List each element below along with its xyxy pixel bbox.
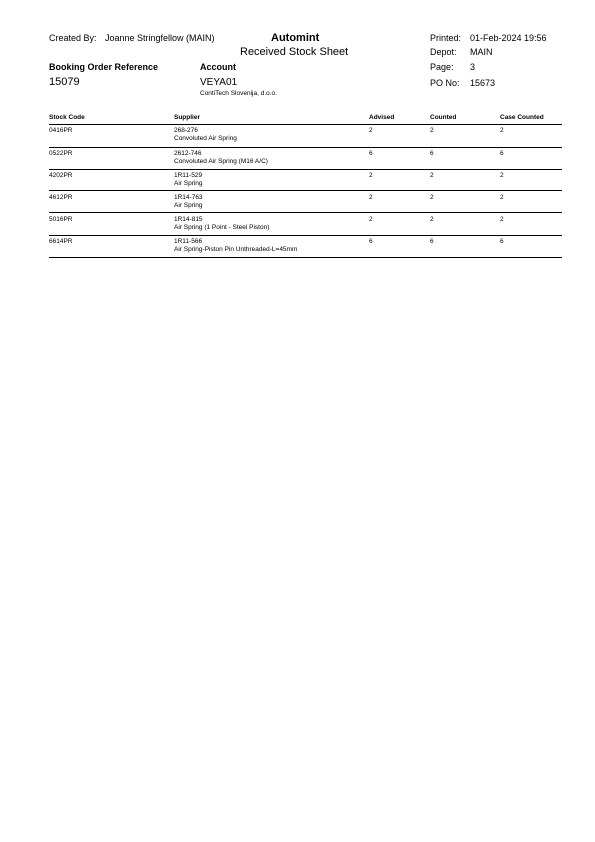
po-number: 15673: [470, 78, 496, 88]
case-counted-qty: 6: [500, 150, 504, 157]
case-counted-qty: 2: [500, 127, 504, 134]
report-title: Received Stock Sheet: [240, 46, 349, 58]
col-case-counted: Case Counted: [500, 114, 544, 121]
supplier-code: 1R11-566: [174, 238, 203, 245]
row-divider: [49, 257, 562, 258]
po-label: PO No:: [430, 78, 460, 88]
item-description: Convoluted Air Spring (M16 A/C): [174, 158, 268, 165]
stock-code: 4612PR: [49, 194, 73, 201]
case-counted-qty: 2: [500, 172, 504, 179]
advised-qty: 6: [369, 150, 373, 157]
supplier-code: 2612-746: [174, 150, 202, 157]
created-by-value: Joanne Stringfellow (MAIN): [105, 33, 215, 43]
booking-reference-value: 15079: [49, 76, 80, 88]
case-counted-qty: 2: [500, 216, 504, 223]
printed-label: Printed:: [430, 33, 462, 43]
row-divider: [49, 169, 562, 170]
stock-code: 0522PR: [49, 150, 73, 157]
account-code: VEYA01: [200, 77, 238, 88]
advised-qty: 2: [369, 127, 373, 134]
advised-qty: 2: [369, 194, 373, 201]
printed-value: 01-Feb-2024 19:56: [470, 33, 547, 43]
supplier-code: 1R11-529: [174, 172, 203, 179]
depot-value: MAIN: [470, 47, 493, 57]
counted-qty: 6: [430, 238, 434, 245]
row-divider: [49, 235, 562, 236]
supplier-code: 1R14-815: [174, 216, 203, 223]
item-description: Air Spring-Piston Pin Unthreaded-L=45mm: [174, 246, 298, 253]
advised-qty: 2: [369, 216, 373, 223]
row-divider: [49, 190, 562, 191]
col-supplier: Supplier: [174, 114, 201, 121]
stock-code: 4202PR: [49, 172, 73, 179]
col-counted: Counted: [430, 114, 457, 121]
case-counted-qty: 6: [500, 238, 504, 245]
supplier-code: 268-276: [174, 127, 198, 134]
page-label: Page:: [430, 62, 454, 72]
advised-qty: 6: [369, 238, 373, 245]
item-description: Air Spring (1 Point - Steel Piston): [174, 224, 270, 231]
supplier-code: 1R14-763: [174, 194, 203, 201]
row-divider: [49, 147, 562, 148]
row-divider: [49, 212, 562, 213]
col-advised: Advised: [369, 114, 395, 121]
account-name: ContiTech Slovenija, d.o.o.: [200, 90, 277, 97]
counted-qty: 2: [430, 194, 434, 201]
booking-reference-label: Booking Order Reference: [49, 62, 159, 72]
advised-qty: 2: [369, 172, 373, 179]
header-divider: [49, 124, 562, 125]
counted-qty: 2: [430, 127, 434, 134]
stock-code: 6614PR: [49, 238, 73, 245]
depot-label: Depot:: [430, 47, 457, 57]
item-description: Air Spring: [174, 180, 203, 187]
counted-qty: 2: [430, 172, 434, 179]
stock-code: 0416PR: [49, 127, 73, 134]
created-by-label: Created By:: [49, 33, 97, 43]
col-stock-code: Stock Code: [49, 114, 85, 121]
item-description: Air Spring: [174, 202, 203, 209]
company-name: Automint: [271, 32, 320, 44]
counted-qty: 6: [430, 150, 434, 157]
item-description: Convoluted Air Spring: [174, 135, 237, 142]
case-counted-qty: 2: [500, 194, 504, 201]
stock-code: 5016PR: [49, 216, 73, 223]
counted-qty: 2: [430, 216, 434, 223]
account-label: Account: [200, 62, 236, 72]
page-number: 3: [470, 62, 476, 72]
